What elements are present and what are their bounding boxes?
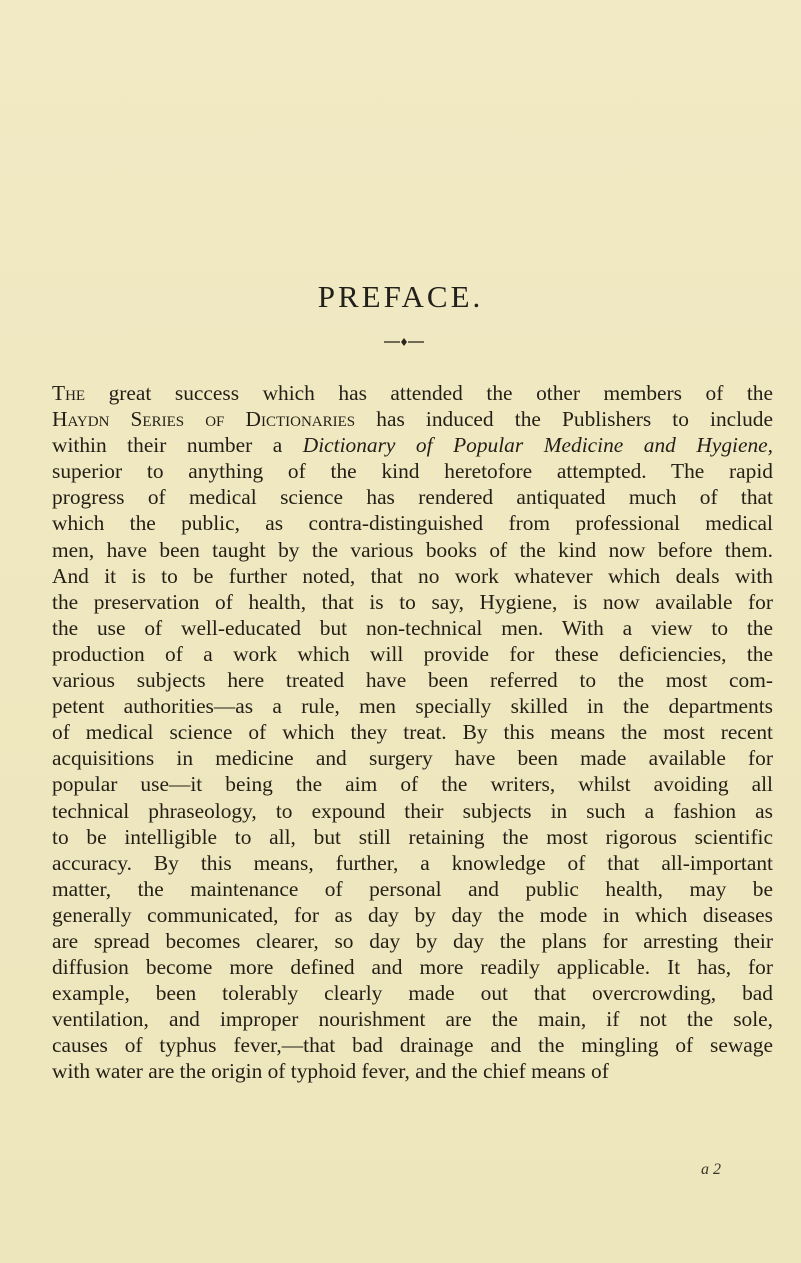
text-line (52, 876, 773, 902)
text-line (52, 954, 773, 980)
small-caps-text: Haydn Series of Dictionaries (52, 407, 356, 432)
small-caps-text: The (52, 381, 86, 405)
text-line (52, 510, 773, 536)
text-line (52, 850, 773, 876)
text-line (52, 484, 773, 510)
text-run: men, have been taught by the various books of the kind now before them. (52, 537, 773, 562)
text-run: example, been tolerably clearly made out that overcrowding, bad (52, 981, 773, 1006)
text-run: progress of medical science has rendered antiquated much of that (52, 485, 773, 510)
text-line (52, 432, 773, 458)
text-run: of medical science of which they treat. By this means the most recent (52, 720, 773, 745)
text-run: great success which has attended the other members of the (85, 381, 773, 405)
text-run: production of a work which will provide for these deficiencies, the (52, 641, 773, 666)
text-line (52, 1058, 773, 1084)
text-run: the use of well-educated but non-technical men. With a view to the (52, 615, 773, 640)
text-run: acquisitions in medicine and surgery have been made available for (52, 746, 773, 771)
ornament-rule-icon (382, 337, 426, 347)
text-line (52, 615, 773, 641)
text-run: with water are the origin of typhoid fever, and the chief means of (52, 1059, 609, 1084)
text-run: matter, the maintenance of personal and public health, may be (52, 876, 773, 901)
text-line (52, 745, 773, 771)
text-line (52, 537, 773, 563)
text-line (52, 458, 773, 484)
text-run: within their number a (52, 433, 303, 458)
text-run: accuracy. By this means, further, a knowledge of that all-important (52, 850, 773, 875)
text-line (52, 980, 773, 1006)
text-line (52, 641, 773, 667)
text-run: And it is to be further noted, that no work whatever which deals with (52, 563, 773, 588)
text-line (52, 693, 773, 719)
text-run: the preservation of health, that is to say, Hygiene, is now available for (52, 589, 773, 614)
text-run: ventilation, and improper nourishment are the main, if not the sole, (52, 1007, 773, 1032)
text-run: causes of typhus fever,—that bad drainage and the mingling of sewage (52, 1033, 773, 1058)
text-line (52, 771, 773, 797)
preface-body (52, 380, 773, 1085)
text-line (52, 667, 773, 693)
text-line (52, 563, 773, 589)
text-line (52, 589, 773, 615)
text-run: which the public, as contra-distinguished from professional medical (52, 511, 773, 536)
text-run: diffusion become more defined and more readily applicable. It has, for (52, 955, 773, 980)
text-line (52, 928, 773, 954)
italic-title-text: Dictionary of Popular Medicine and Hygiene, (302, 433, 773, 458)
text-run: various subjects here treated have been referred to the most com- (52, 668, 773, 693)
text-line (52, 1032, 773, 1058)
text-line (52, 798, 773, 824)
text-run: technical phraseology, to expound their subjects in such a fashion as (52, 798, 773, 823)
text-line (52, 406, 773, 432)
text-line (52, 824, 773, 850)
text-line (52, 719, 773, 745)
text-run: generally communicated, for as day by day the mode in which diseases (52, 902, 773, 927)
text-run: petent authorities—as a rule, men specially skilled in the departments (52, 694, 773, 719)
text-run: superior to anything of the kind heretofore attempted. The rapid (52, 459, 773, 484)
text-line (52, 902, 773, 928)
page-title: PREFACE. (317, 279, 484, 314)
text-run: popular use—it being the aim of the writers, whilst avoiding all (52, 772, 773, 797)
text-run: are spread becomes clearer, so day by day the plans for arresting their (52, 928, 773, 953)
text-line (52, 1006, 773, 1032)
text-run: to be intelligible to all, but still retaining the most rigorous scientific (52, 824, 773, 849)
text-line (52, 380, 773, 406)
signature-mark: a 2 (701, 1161, 721, 1178)
text-run: has induced the Publishers to include (355, 407, 773, 432)
